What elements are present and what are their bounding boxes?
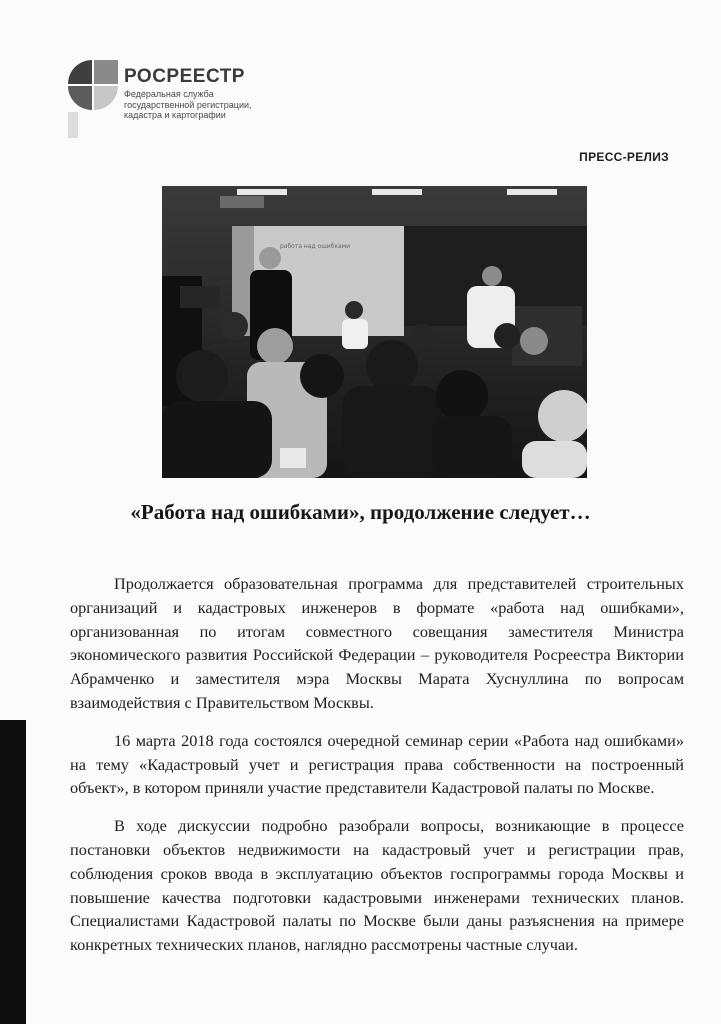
rosreestr-logo — [66, 58, 266, 140]
article-paragraph: 16 марта 2018 года состоялся очередной семинар серии «Работа над ошибками» на тему «Кадастровый учет и регистрация права собственности на построенный объект», в котором приняли участие представители Кадастровой палаты по Москве. — [70, 730, 684, 798]
rosreestr-logo-icon — [66, 58, 122, 140]
brand-subtitle-line: кадастра и картографии — [124, 110, 226, 120]
article-paragraph: В ходе дискуссии подробно разобрали вопросы, возникающие в процессе постановки объектов недвижимости на кадастровый учет и регистрации прав, соблюдения сроков ввода в эксплуатацию объектов госпрограммы города Москвы и повышение качества подготовки кадастровыми инженерами технических планов. Специалистами Кадастровой палаты по Москве были даны разъяснения на примере конкретных технических планов, наглядно рассмотрены частные случаи. — [70, 816, 684, 955]
scan-edge-bar — [0, 720, 26, 1024]
brand-subtitle-line: государственной регистрации, — [124, 99, 252, 110]
document-type-label: ПРЕСС-РЕЛИЗ — [579, 150, 669, 164]
article-title: «Работа над ошибками», продолжение следует… — [130, 500, 591, 524]
seminar-photo — [162, 186, 587, 478]
brand-subtitle-line: Федеральная служба — [124, 89, 214, 99]
banner-text: работа над ошибками — [280, 243, 351, 250]
article-paragraph: Продолжается образовательная программа для представителей строительных организаций и кадастровых инженеров в формате «работа над ошибками», организованная по итогам совместного совещания заместителя Министра экономического развития Российской Федерации – руководителя Росреестра Виктории Абрамченко и заместителя мэра Москвы Марата Хуснуллина по вопросам взаимодействия с Правительством Москвы. — [70, 574, 684, 712]
brand-subtitle — [124, 89, 284, 121]
article-body — [70, 572, 684, 971]
seminar-photo-image — [162, 186, 587, 478]
brand-name: РОСРЕЕСТР — [124, 66, 245, 87]
